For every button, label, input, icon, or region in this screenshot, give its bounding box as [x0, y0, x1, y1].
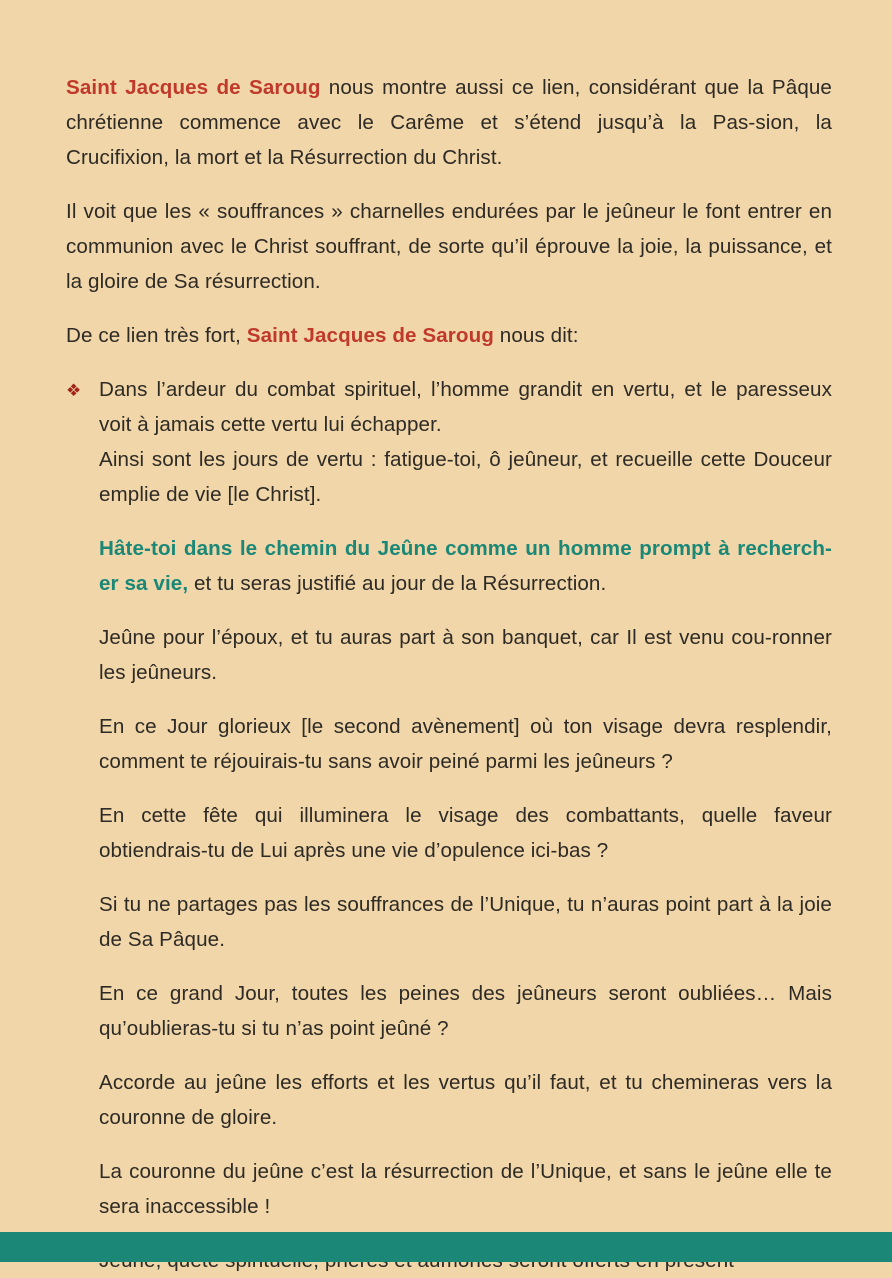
paragraph-1-body: nous montre aussi ce lien, considérant que la Pâque chrétienne commence avec le Carême et s’étend jusqu’à la Pas-sion, la Crucifixion, la mort et la Résurrection du Christ.: [66, 76, 832, 169]
quote-6: Si tu ne partages pas les souffrances de l’Unique, tu n’auras point part à la joie de Sa Pâque.: [99, 893, 832, 951]
quote-3: Jeûne pour l’époux, et tu auras part à son banquet, car Il est venu cou-ronner les jeûneurs.: [99, 626, 832, 684]
quote-7: En ce grand Jour, toutes les peines des jeûneurs seront oubliées… Mais qu’oublieras-tu si tu n’as point jeûné ?: [99, 982, 832, 1040]
bullet-item-text: Dans l’ardeur du combat spirituel, l’homme grandit en vertu, et le paresseux voit à jamais cette vertu lui échapper.: [99, 378, 832, 436]
paragraph-3-after: nous dit:: [493, 324, 579, 347]
quote-2-rest: et tu seras justifié au jour de la Résurrection.: [188, 572, 607, 595]
quote-2-emphasis: Hâte-toi dans le chemin du Jeûne comme un homme prompt à recherch-er sa vie,: [99, 537, 832, 595]
quote-2: [99, 531, 832, 601]
quote-1: Ainsi sont les jours de vertu : fatigue-toi, ô jeûneur, et recueille cette Douceur emplie de vie [le Christ].: [99, 448, 832, 506]
bullet-list-item: [66, 372, 832, 442]
paragraph-2: Il voit que les « souffrances » charnelles endurées par le jeûneur le font entrer en communion avec le Christ souffrant, de sorte qu’il éprouve la joie, la puissance, et la gloire de Sa résurrection.: [66, 200, 832, 293]
quote-4: En ce Jour glorieux [le second avènement] où ton visage devra resplendir, comment te réjouirais-tu sans avoir peiné parmi les jeûneurs ?: [99, 715, 832, 773]
text-column: [66, 70, 832, 1278]
paragraph-1: [66, 70, 832, 175]
quote-8: Accorde au jeûne les efforts et les vertus qu’il faut, et tu chemineras vers la couronne de gloire.: [99, 1071, 832, 1129]
quote-5: En cette fête qui illuminera le visage des combattants, quelle faveur obtiendrais-tu de Lui après une vie d’opulence ici-bas ?: [99, 804, 832, 862]
author-name-red-2: Saint Jacques de Saroug: [246, 324, 494, 347]
quote-9: La couronne du jeûne c’est la résurrection de l’Unique, et sans le jeûne elle te sera inaccessible !: [99, 1160, 832, 1218]
florette-bullet-icon: ❖: [66, 381, 82, 400]
paragraph-3-before: De ce lien très fort,: [66, 324, 247, 347]
bottom-color-band: [0, 1232, 892, 1262]
paragraph-3: [66, 318, 832, 353]
author-name-red: Saint Jacques de Saroug: [66, 76, 321, 99]
